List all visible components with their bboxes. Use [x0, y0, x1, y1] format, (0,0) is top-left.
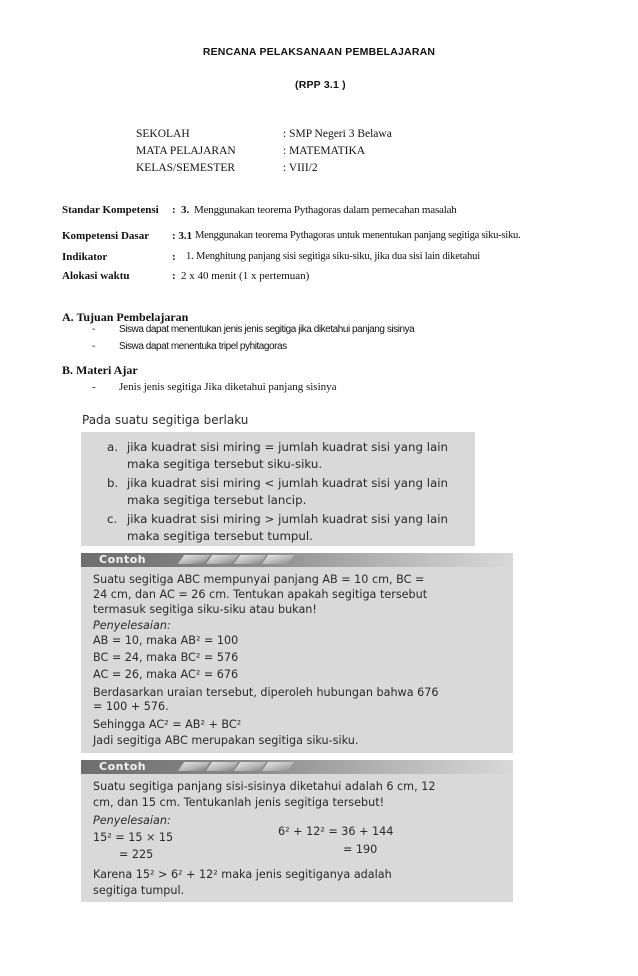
- bullet-dash: -: [92, 341, 96, 352]
- example-2-left-step: = 225: [119, 848, 154, 861]
- identity-label-subject: MATA PELAJARAN: [136, 145, 236, 157]
- bullet-dash: -: [92, 381, 96, 393]
- sk-label: Standar Kompetensi: [62, 204, 159, 216]
- example-2-box: [81, 760, 513, 902]
- indicator-label: Indikator: [62, 251, 108, 263]
- example-1-step: = 100 + 576.: [93, 700, 169, 713]
- example-1-step: BC = 24, maka BC² = 576: [93, 651, 239, 664]
- rule-letter: c.: [107, 512, 118, 526]
- identity-label-school: SEKOLAH: [136, 128, 190, 140]
- rule-line: maka segitiga tersebut siku-siku.: [127, 457, 323, 471]
- example-1-step: Sehingga AC² = AB² + BC²: [93, 718, 242, 731]
- example-2-conclusion: Karena 15² > 6² + 12² maka jenis segitiganya adalah: [93, 868, 392, 881]
- section-a-item: Siswa dapat menentukan jenis jenis segitiga jika diketahui panjang sisinya: [119, 324, 415, 335]
- rule-letter: b.: [107, 476, 119, 490]
- time-colon: :: [172, 270, 176, 282]
- sk-colon: :: [172, 204, 176, 216]
- example-2-label: Contoh: [99, 760, 147, 773]
- rule-line: jika kuadrat sisi miring > jumlah kuadrat sisi yang lain: [127, 512, 448, 526]
- rule-letter: a.: [107, 440, 118, 454]
- example-2-solution-label: Penyelesaian:: [93, 814, 171, 827]
- example-2-right-step: 6² + 12² = 36 + 144: [278, 825, 394, 838]
- time-text: 2 x 40 menit (1 x pertemuan): [181, 270, 310, 282]
- section-b-heading: B. Materi Ajar: [62, 363, 138, 377]
- example-2-header-bar: [81, 760, 513, 774]
- example-1-question: termasuk segitiga siku-siku atau bukan!: [93, 603, 317, 616]
- identity-value-subject: : MATEMATIKA: [283, 145, 366, 157]
- rule-line: jika kuadrat sisi miring < jumlah kuadrat sisi yang lain: [127, 476, 448, 490]
- example-1-solution-label: Penyelesaian:: [93, 619, 171, 632]
- indicator-text: 1. Menghitung panjang sisi segitiga siku-siku, jika dua sisi lain diketahui: [186, 251, 480, 262]
- rule-line: jika kuadrat sisi miring = jumlah kuadrat sisi yang lain: [127, 440, 448, 454]
- example-1-question: Suatu segitiga ABC mempunyai panjang AB = 10 cm, BC =: [93, 573, 425, 586]
- rules-intro: Pada suatu segitiga berlaku: [82, 413, 249, 427]
- kd-label: Kompetensi Dasar: [62, 230, 150, 242]
- example-1-header-bar: [81, 553, 513, 567]
- document-subtitle: (RPP 3.1 ): [295, 79, 346, 91]
- bullet-dash: -: [92, 324, 96, 335]
- rule-line: maka segitiga tersebut lancip.: [127, 493, 307, 507]
- rules-box: [81, 432, 475, 546]
- sk-text: Menggunakan teorema Pythagoras dalam pemecahan masalah: [194, 204, 457, 216]
- example-2-right-step: = 190: [343, 843, 378, 856]
- identity-value-class: : VIII/2: [283, 162, 318, 174]
- kd-text: Menggunakan teorema Pythagoras untuk menentukan panjang segitiga siku-siku.: [195, 230, 521, 241]
- example-1-conclusion: Jadi segitiga ABC merupakan segitiga siku-siku.: [93, 734, 359, 747]
- example-1-step: AB = 10, maka AB² = 100: [93, 634, 239, 647]
- example-1-step: Berdasarkan uraian tersebut, diperoleh hubungan bahwa 676: [93, 686, 439, 699]
- example-1-box: [81, 553, 513, 753]
- kd-number: : 3.1: [172, 230, 193, 242]
- indicator-colon: :: [172, 251, 176, 263]
- decor-stripe: [262, 555, 294, 564]
- example-1-label: Contoh: [99, 553, 147, 566]
- example-2-left-step: 15² = 15 × 15: [93, 831, 174, 844]
- document-title: RENCANA PELAKSANAAN PEMBELAJARAN: [202, 46, 436, 58]
- example-2-question: Suatu segitiga panjang sisi-sisinya diketahui adalah 6 cm, 12: [93, 780, 436, 793]
- example-2-question: cm, dan 15 cm. Tentukanlah jenis segitiga tersebut!: [93, 796, 385, 809]
- section-a-item: Siswa dapat menentuka tripel pyhitagoras: [119, 341, 287, 352]
- example-1-step: AC = 26, maka AC² = 676: [93, 668, 239, 681]
- section-b-item: Jenis jenis segitiga Jika diketahui panjang sisinya: [119, 381, 337, 393]
- decor-stripe: [262, 762, 294, 771]
- example-2-conclusion: segitiga tumpul.: [93, 884, 185, 897]
- rule-line: maka segitiga tersebut tumpul.: [127, 529, 313, 543]
- sk-number: 3.: [181, 204, 190, 216]
- identity-value-school: : SMP Negeri 3 Belawa: [283, 128, 392, 140]
- example-1-question: 24 cm, dan AC = 26 cm. Tentukan apakah segitiga tersebut: [93, 588, 428, 601]
- time-label: Alokasi waktu: [62, 270, 130, 282]
- identity-label-class: KELAS/SEMESTER: [136, 162, 236, 174]
- section-a-heading: A. Tujuan Pembelajaran: [62, 310, 189, 324]
